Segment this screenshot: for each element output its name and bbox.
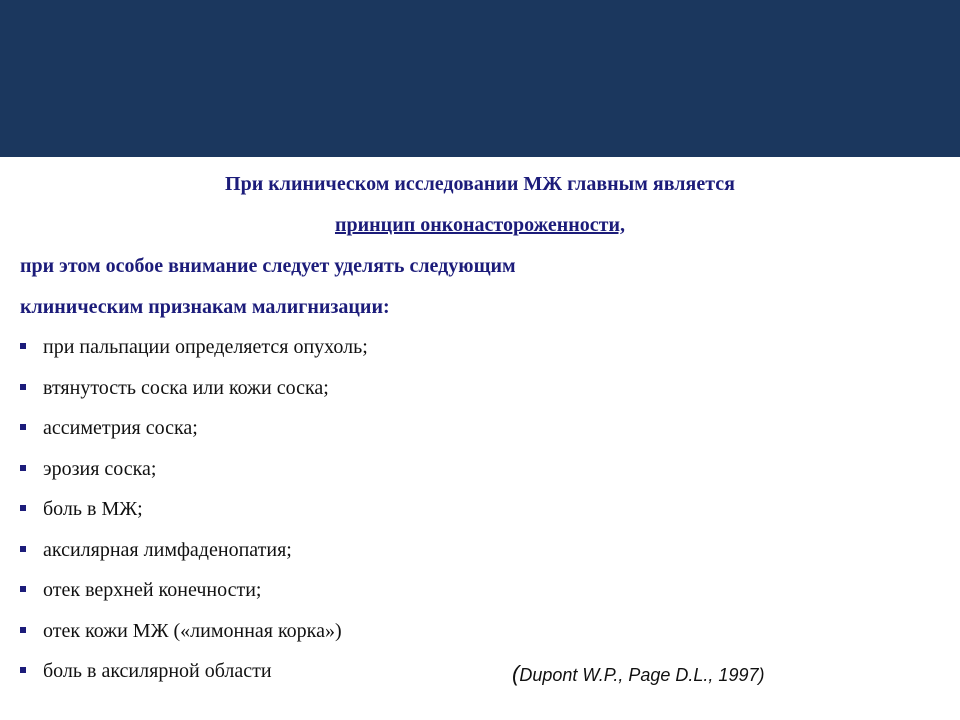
square-bullet-icon [20,343,26,349]
header-band [0,0,960,157]
intro-line-2-principle: принцип онконастороженности, [334,214,626,236]
list-item-text: при пальпации определяется опухоль; [43,336,368,358]
square-bullet-icon [20,667,26,673]
citation [512,660,764,689]
square-bullet-icon [20,546,26,552]
list-item-text: отек верхней конечности; [43,579,262,601]
square-bullet-icon [20,384,26,390]
list-item-text: ассиметрия соска; [43,417,198,439]
list-item-text: аксилярная лимфаденопатия; [43,538,292,561]
square-bullet-icon [20,465,26,471]
list-item-text: отек кожи МЖ («лимонная корка») [43,619,342,642]
list-item-text: втянутость соска или кожи соска; [43,376,329,399]
square-bullet-icon [20,424,26,430]
list-item-text: боль в МЖ; [43,498,143,520]
citation-open-paren: ( [512,661,520,686]
square-bullet-icon [20,627,26,633]
list-item-text: эрозия соска; [43,457,157,480]
citation-text: Dupont W.P., Page D.L., 1997) [519,665,765,685]
intro-line-1: При клиническом исследовании МЖ главным является [225,173,735,195]
list-item-text: боль в аксилярной области [43,660,272,682]
intro-line-4: клиническим признакам малигнизации: [20,296,390,318]
square-bullet-icon [20,505,26,511]
square-bullet-icon [20,586,26,592]
intro-line-3: при этом особое внимание следует уделять следующим [20,255,516,277]
